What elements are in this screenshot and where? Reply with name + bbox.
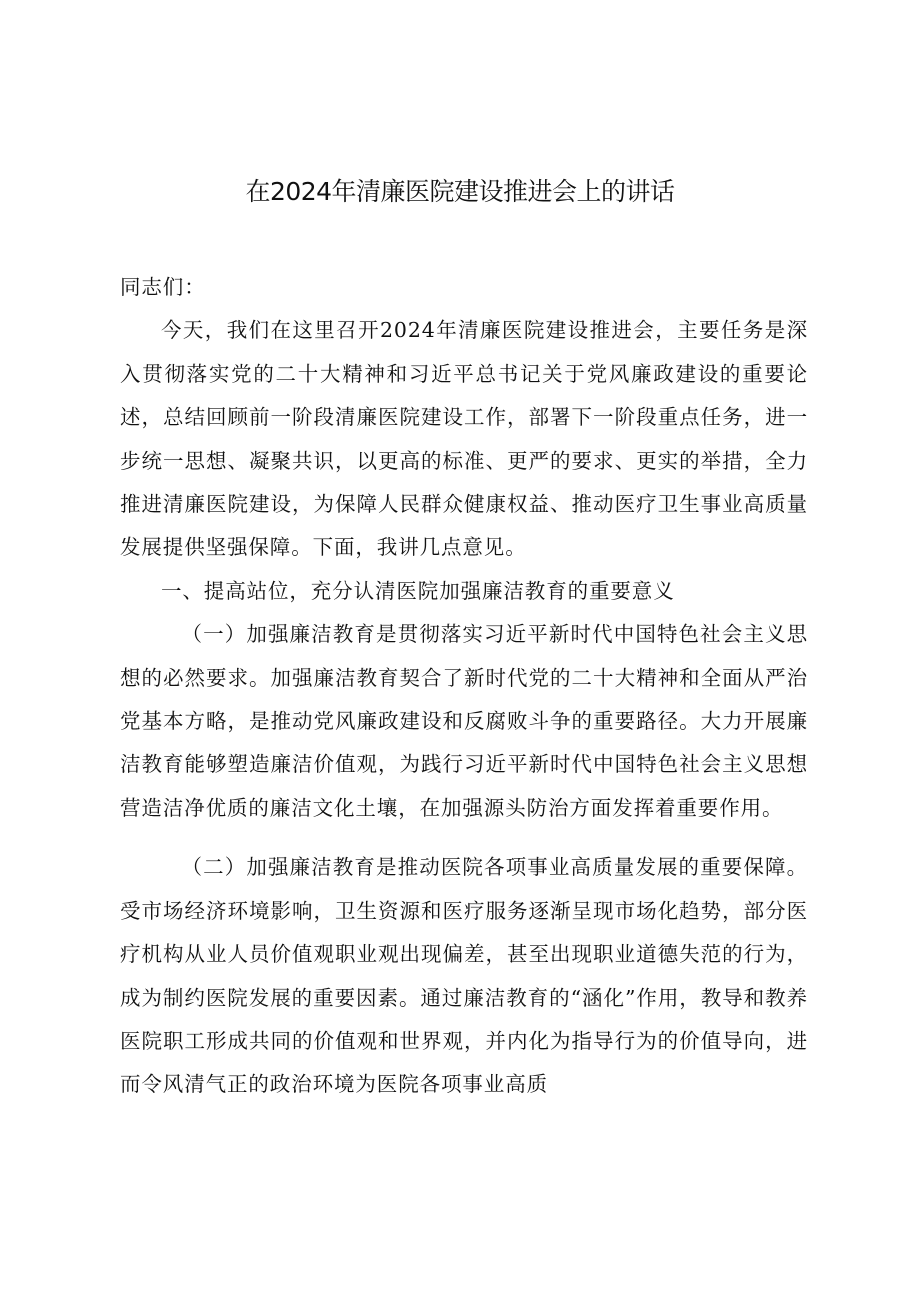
paragraph-point-1: （一）加强廉洁教育是贯彻落实习近平新时代中国特色社会主义思想的必然要求。加强廉洁教育契合了新时代党的二十大精神和全面从严治党基本方略，是推动党风廉政建设和反腐败斗争的重要路径。大力开展廉洁教育能够塑造廉洁价值观，为践行习近平新时代中国特色社会主义思想营造洁净优质的廉洁文化土壤，在加强源头防治方面发挥着重要作用。 — [120, 622, 808, 820]
paragraph-intro: 今天，我们在这里召开2024年清廉医院建设推进会，主要任务是深入贯彻落实党的二十大精神和习近平总书记关于党风廉政建设的重要论述，总结回顾前一阶段清廉医院建设工作，部署下一阶段重点任务，进一步统一思想、凝聚共识，以更高的标准、更严的要求、更实的举措，全力推进清廉医院建设，为保障人民群众健康权益、推动医疗卫生事业高质量发展提供坚强保障。下面，我讲几点意见。 — [120, 318, 808, 560]
document-body — [120, 266, 808, 1107]
document-title: 在2024年清廉医院建设推进会上的讲话 — [245, 177, 675, 206]
section-heading-1: 一、提高站位，充分认清医院加强廉洁教育的重要意义 — [161, 578, 675, 603]
paragraph-point-2: （二）加强廉洁教育是推动医院各项事业高质量发展的重要保障。受市场经济环境影响，卫生资源和医疗服务逐渐呈现市场化趋势，部分医疗机构从业人员价值观职业观出现偏差，甚至出现职业道德失范的行为，成为制约医院发展的重要因素。通过廉洁教育的“涵化”作用，教导和教养医院职工形成共同的价值观和世界观，并内化为指导行为的价值导向，进而令风清气正的政治环境为医院各项事业高质 — [120, 855, 808, 1097]
salutation: 同志们： — [120, 275, 206, 299]
